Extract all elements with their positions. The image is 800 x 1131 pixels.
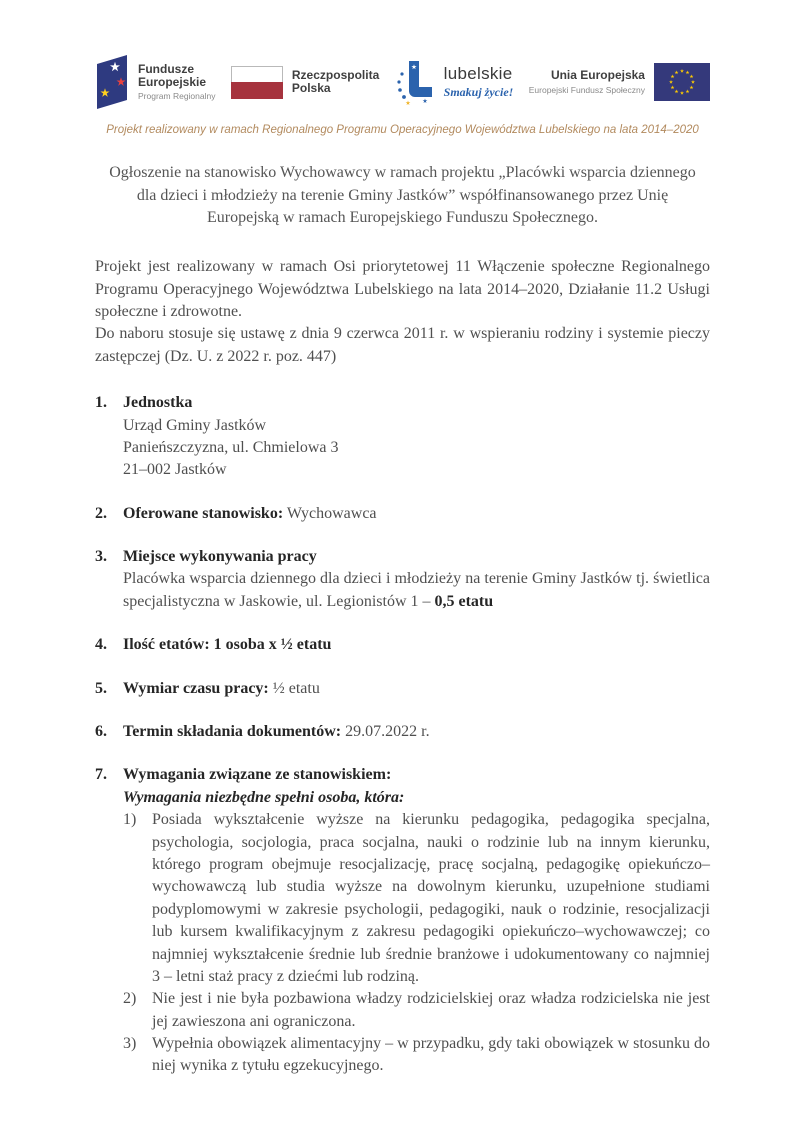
item-number: 1. xyxy=(95,394,107,412)
logo-row xyxy=(95,50,710,114)
unia-subtitle: Europejski Fundusz Społeczny xyxy=(528,84,645,95)
logo-fundusze-europejskie xyxy=(95,53,215,111)
intro-paragraph-1: Projekt jest realizowany w ramach Osi priorytetowej 11 Włączenie społeczne Regionalnego Programu Operacyjnego Województwa Lubelskiego na lata 2014–2020, Działanie 11.2 Usługi społeczne i zdrowotne. xyxy=(95,258,710,320)
list-item-termin xyxy=(95,721,710,743)
document-title: Ogłoszenie na stanowisko Wychowawcy w ramach projektu „Placówki wsparcia dziennego dla dzieci i młodzieży na terenie Gminy Jastków” współfinansowanego przez Unię Europejską w ramach Europejskiego Funduszu Społecznego. xyxy=(109,164,696,227)
polska-line1: Rzeczpospolita xyxy=(291,67,380,82)
eu-flag-icon xyxy=(654,63,710,101)
subitem-number: 2) xyxy=(123,990,137,1008)
address-line: 21–002 Jastków xyxy=(123,461,227,479)
lubelskie-label xyxy=(444,64,514,100)
list-item-wymiar-czasu xyxy=(95,678,710,700)
item-bold-tail: 0,5 etatu xyxy=(434,592,494,610)
item-label: Oferowane stanowisko: xyxy=(123,504,284,522)
address-line: Urząd Gminy Jastków xyxy=(123,416,267,434)
list-item-jednostka xyxy=(95,392,710,482)
address-line: Panieńszczyzna, ul. Chmielowa 3 xyxy=(123,438,339,456)
item-label: Termin składania dokumentów: xyxy=(123,723,342,741)
intro-paragraph-2: Do naboru stosuje się ustawę z dnia 9 czerwca 2011 r. w wspieraniu rodziny i systemie pieczy zastępczej (Dz. U. z 2022 r. poz. 447) xyxy=(95,325,710,365)
numbered-list xyxy=(95,392,710,1078)
list-item-wymagania xyxy=(95,764,710,1077)
requirements-subheading: Wymagania niezbędne spełni osoba, która: xyxy=(123,788,405,806)
item-label: Miejsce wykonywania pracy xyxy=(123,548,317,566)
item-text: Placówka wsparcia dziennego dla dzieci i młodzieży na terenie Gminy Jastków tj. świetlica specjalistyczna w Jaskowie, ul. Legionistów 1 – xyxy=(123,570,710,610)
fundusze-line2: Europejskie xyxy=(138,75,207,89)
item-number: 2. xyxy=(95,504,107,522)
item-number: 5. xyxy=(95,679,107,697)
item-label: Wymagania związane ze stanowiskiem: xyxy=(123,766,392,784)
unia-label xyxy=(529,69,645,94)
lubelskie-title: lubelskie xyxy=(443,64,513,83)
item-value: 29.07.2022 r. xyxy=(345,723,430,741)
item-number: 4. xyxy=(95,636,107,654)
fundusze-europejskie-flag-icon xyxy=(95,53,129,111)
polska-label xyxy=(292,69,379,96)
logo-rzeczpospolita-polska xyxy=(231,66,379,99)
subitem-text: Nie jest i nie była pozbawiona władzy rodzicielskiej oraz władza rodzicielska nie jest jej zawieszona ani ograniczona. xyxy=(152,990,710,1030)
item-body xyxy=(123,568,710,613)
lubelskie-l-icon xyxy=(395,57,435,107)
item-number: 3. xyxy=(95,548,107,566)
project-caption: Projekt realizowany w ramach Regionalnego Programu Operacyjnego Województwa Lubelskiego na lata 2014–2020 xyxy=(106,124,699,136)
requirement-1 xyxy=(123,809,710,988)
item-number: 6. xyxy=(95,723,107,741)
logo-unia-europejska xyxy=(529,63,710,101)
subitem-text: Posiada wykształcenie wyższe na kierunku pedagogika, pedagogika specjalna, psychologia, socjologia, praca socjalna, nauki o rodzinie lub na innym kierunku, którego program obejmuje resocjalizację, pracę socjalną, pedagogikę opiekuńczo–wychowawczą lub studia wyższe na dowolnym kierunku, uzupełnione studiami podyplomowymi w zakresie psychologii, pedagogiki, nauk o rodzinie, resocjalizacji lub kursem kwalifikacyjnym z zakresu pedagogiki opiekuńczo–wychowawczej; co najmniej wykształcenie średnie lub średnie branżowe i udokumentowany co najmniej 3 – letni staż pracy z dziećmi lub rodziną. xyxy=(152,811,710,985)
requirement-2 xyxy=(123,988,710,1033)
list-item-ilosc-etatow xyxy=(95,634,710,656)
subitem-text: Wypełnia obowiązek alimentacyjny – w przypadku, gdy taki obowiązek w stosunku do niej wynika z tytułu egzekucyjnego. xyxy=(152,1035,711,1075)
intro-section xyxy=(95,256,710,368)
item-label: Ilość etatów: 1 osoba x ½ etatu xyxy=(123,636,332,654)
fundusze-subtitle: Program Regionalny xyxy=(138,91,216,102)
lubelskie-tagline: Smakuj życie! xyxy=(443,85,514,99)
item-value: ½ etatu xyxy=(272,679,320,697)
fundusze-europejskie-label xyxy=(138,63,215,102)
polska-line2: Polska xyxy=(291,81,331,95)
requirement-3 xyxy=(123,1033,710,1078)
logo-lubelskie xyxy=(395,57,514,107)
subitem-number: 1) xyxy=(123,811,137,829)
poland-flag-icon xyxy=(231,66,283,99)
list-item-miejsce-pracy xyxy=(95,546,710,613)
fundusze-line1: Fundusze xyxy=(138,61,194,76)
item-number: 7. xyxy=(95,766,107,784)
item-label: Wymiar czasu pracy: xyxy=(123,679,269,697)
item-label: Jednostka xyxy=(123,394,193,412)
item-value: Wychowawca xyxy=(286,504,377,522)
list-item-stanowisko xyxy=(95,503,710,525)
unia-line1: Unia Europejska xyxy=(550,68,645,83)
subitem-number: 3) xyxy=(123,1035,137,1053)
